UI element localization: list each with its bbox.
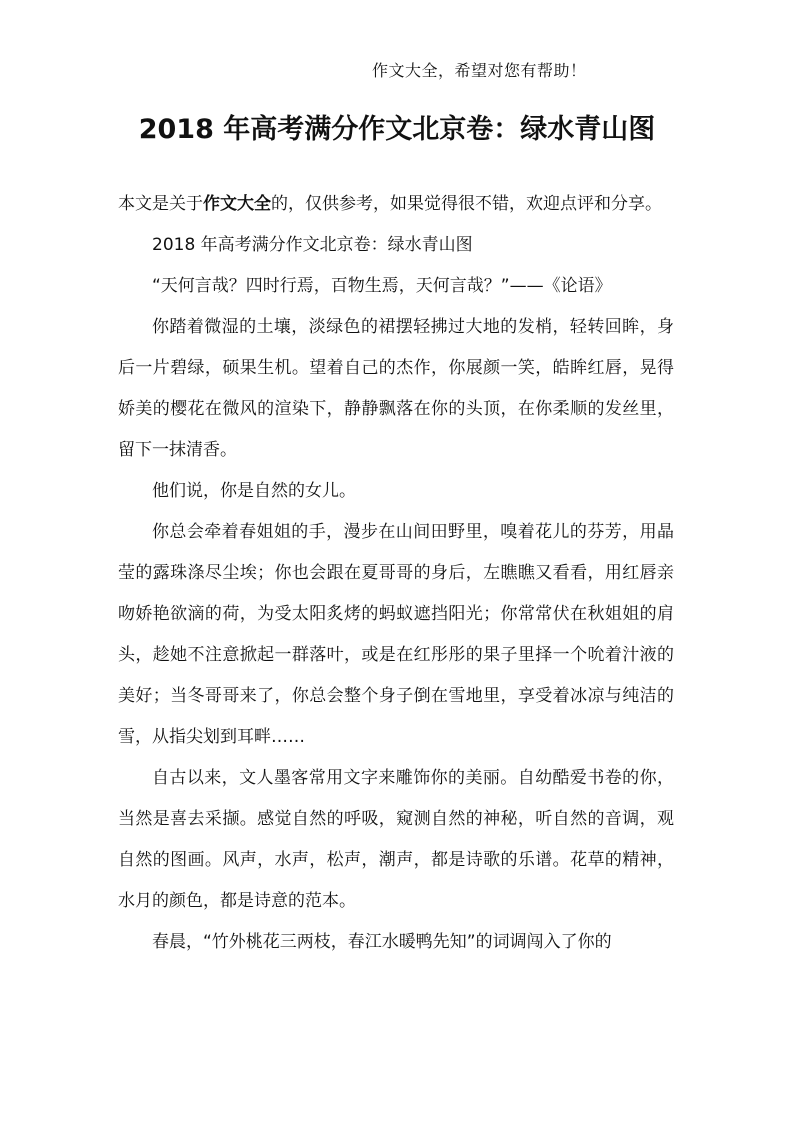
paragraph: 春晨，“竹外桃花三两枝，春江水暖鸭先知”的词调闯入了你的 — [152, 932, 612, 952]
paragraph-quote: “天何言哉？四时行焉，百物生焉，天何言哉？”——《论语》 — [152, 276, 612, 296]
paragraph: 自古以来，文人墨客常用文字来雕饰你的美丽。自幼酷爱书卷的你，当然是喜去采撷。感觉自然的呼吸，窥测自然的神秘，听自然的音调，观自然的图画。风声，水声，松声，潮声，都是诗歌的乐谱。花草的精神，水月的颜色，都是诗意的范本。 — [118, 768, 674, 911]
intro-paragraph — [118, 184, 674, 225]
paragraph: 你总会牵着春姐姐的手，漫步在山间田野里，嗅着花儿的芬芳，用晶莹的露珠涤尽尘埃；你也会跟在夏哥哥的身后，左瞧瞧又看看，用红唇亲吻娇艳欲滴的荷，为受太阳炙烤的蚂蚁遮挡阳光；你常常伏在秋姐姐的肩头，趁她不注意掀起一群落叶，或是在红彤彤的果子里择一个吮着汁液的美好；当冬哥哥来了，你总会整个身子倒在雪地里，享受着冰凉与纯洁的雪，从指尖划到耳畔…… — [118, 522, 674, 747]
paragraph: 你踏着微湿的土壤，淡绿色的裙摆轻拂过大地的发梢，轻转回眸，身后一片碧绿，硕果生机。望着自己的杰作，你展颜一笑，皓眸红唇，晃得娇美的樱花在微风的渲染下，静静飘落在你的头顶，在你柔顺的发丝里，留下一抹清香。 — [118, 317, 674, 460]
document-title: 2018 年高考满分作文北京卷：绿水青山图 — [138, 114, 656, 145]
intro-suffix: 的，仅供参考，如果觉得很不错，欢迎点评和分享。 — [271, 194, 662, 214]
paragraph-subtitle: 2018 年高考满分作文北京卷：绿水青山图 — [152, 235, 473, 255]
header-note: 作文大全，希望对您有帮助！ — [372, 61, 587, 80]
intro-prefix: 本文是关于 — [118, 194, 203, 214]
paragraph: 他们说，你是自然的女儿。 — [152, 481, 356, 501]
document-body — [118, 184, 674, 963]
intro-keyword: 作文大全 — [203, 194, 271, 214]
